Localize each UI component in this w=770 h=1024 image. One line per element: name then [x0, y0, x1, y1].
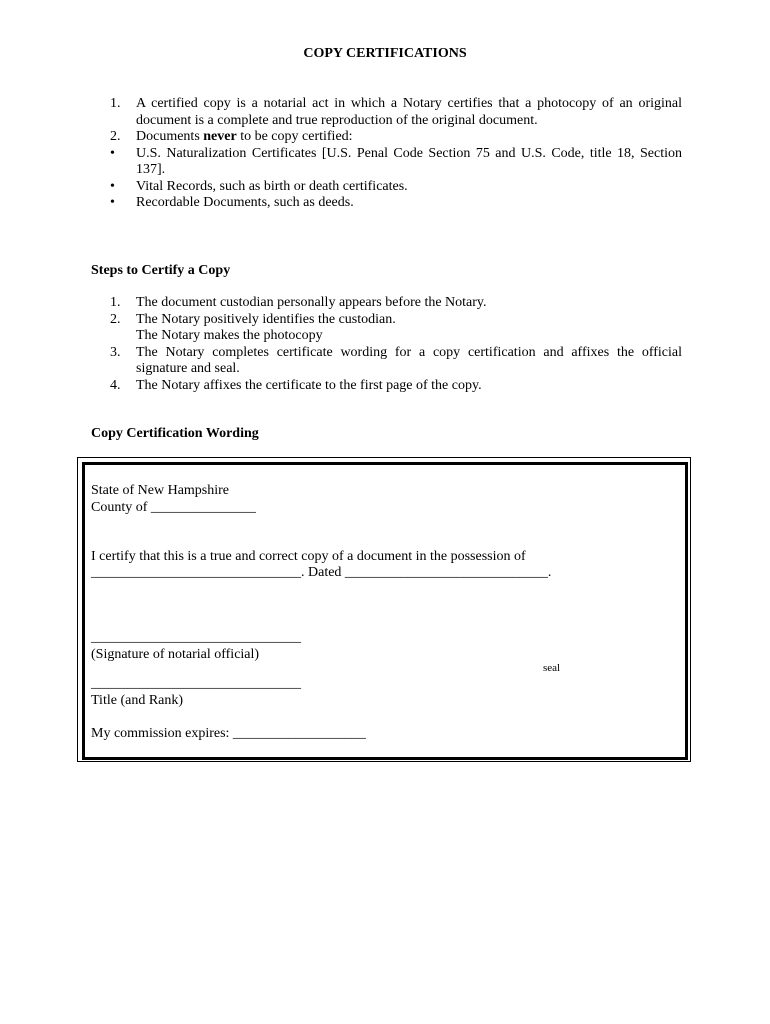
intro-bullet-1 [110, 146, 682, 179]
step-item-4 [110, 378, 682, 395]
intro-item-text-after: to be copy certified: [236, 129, 353, 144]
intro-item-emphasis: never [203, 129, 237, 144]
signature-field[interactable]: ______________________________ [91, 630, 301, 645]
intro-bullet-text: Recordable Documents, such as deeds. [136, 195, 354, 210]
bullet-marker: • [110, 178, 115, 194]
step-text: The Notary makes the photocopy [136, 328, 323, 343]
intro-bullet-text: U.S. Naturalization Certificates [U.S. Penal Code Section 75 and U.S. Code, title 18, Section 137]. [136, 145, 682, 177]
intro-bullet-2 [110, 179, 682, 196]
state-line: State of New Hampshire [91, 483, 230, 498]
step-text: The Notary positively identifies the custodian. [136, 311, 396, 327]
step-text: The Notary completes certificate wording for a copy certification and affixes the official signature and seal. [136, 344, 682, 376]
step-text: The document custodian personally appears before the Notary. [136, 295, 487, 310]
step-text: The Notary affixes the certificate to the first page of the copy. [136, 377, 482, 393]
seal-label: seal [543, 662, 561, 674]
wording-heading: Copy Certification Wording [91, 426, 259, 441]
step-item-2 [110, 312, 682, 329]
step-number: 4. [110, 377, 121, 393]
intro-bullet-3 [110, 195, 682, 212]
intro-item-text-before: Documents [136, 129, 204, 144]
step-number: 1. [110, 295, 121, 310]
bullet-marker: • [110, 195, 115, 210]
signature-label: (Signature of notarial official) [91, 647, 260, 662]
title-field[interactable]: ______________________________ [91, 676, 301, 691]
step-item-3 [110, 345, 682, 378]
intro-item-2 [110, 129, 682, 146]
step-number: 3. [110, 344, 121, 360]
intro-bullet-text: Vital Records, such as birth or death certificates. [136, 178, 408, 194]
commission-expires-field[interactable]: My commission expires: ___________________ [91, 726, 366, 741]
page-title: COPY CERTIFICATIONS [303, 46, 467, 61]
step-number: 2. [110, 311, 121, 327]
steps-heading: Steps to Certify a Copy [91, 263, 231, 278]
intro-list [110, 96, 682, 212]
step-item-2b [110, 328, 682, 345]
step-item-1 [110, 295, 682, 312]
bullet-marker: • [110, 145, 115, 161]
intro-item-text: A certified copy is a notarial act in which a Notary certifies that a photocopy of an original document is a complete and true reproduction of the original document. [136, 96, 682, 128]
steps-list [110, 295, 682, 394]
possessor-date-fields[interactable]: ______________________________. Dated _____________________________. [91, 565, 552, 580]
title-label: Title (and Rank) [91, 693, 184, 708]
county-field[interactable]: County of _______________ [91, 500, 256, 515]
certify-statement: I certify that this is a true and correct copy of a document in the possession of [91, 549, 526, 564]
list-marker: 2. [110, 129, 121, 144]
list-marker: 1. [110, 96, 121, 111]
intro-item-1 [110, 96, 682, 129]
